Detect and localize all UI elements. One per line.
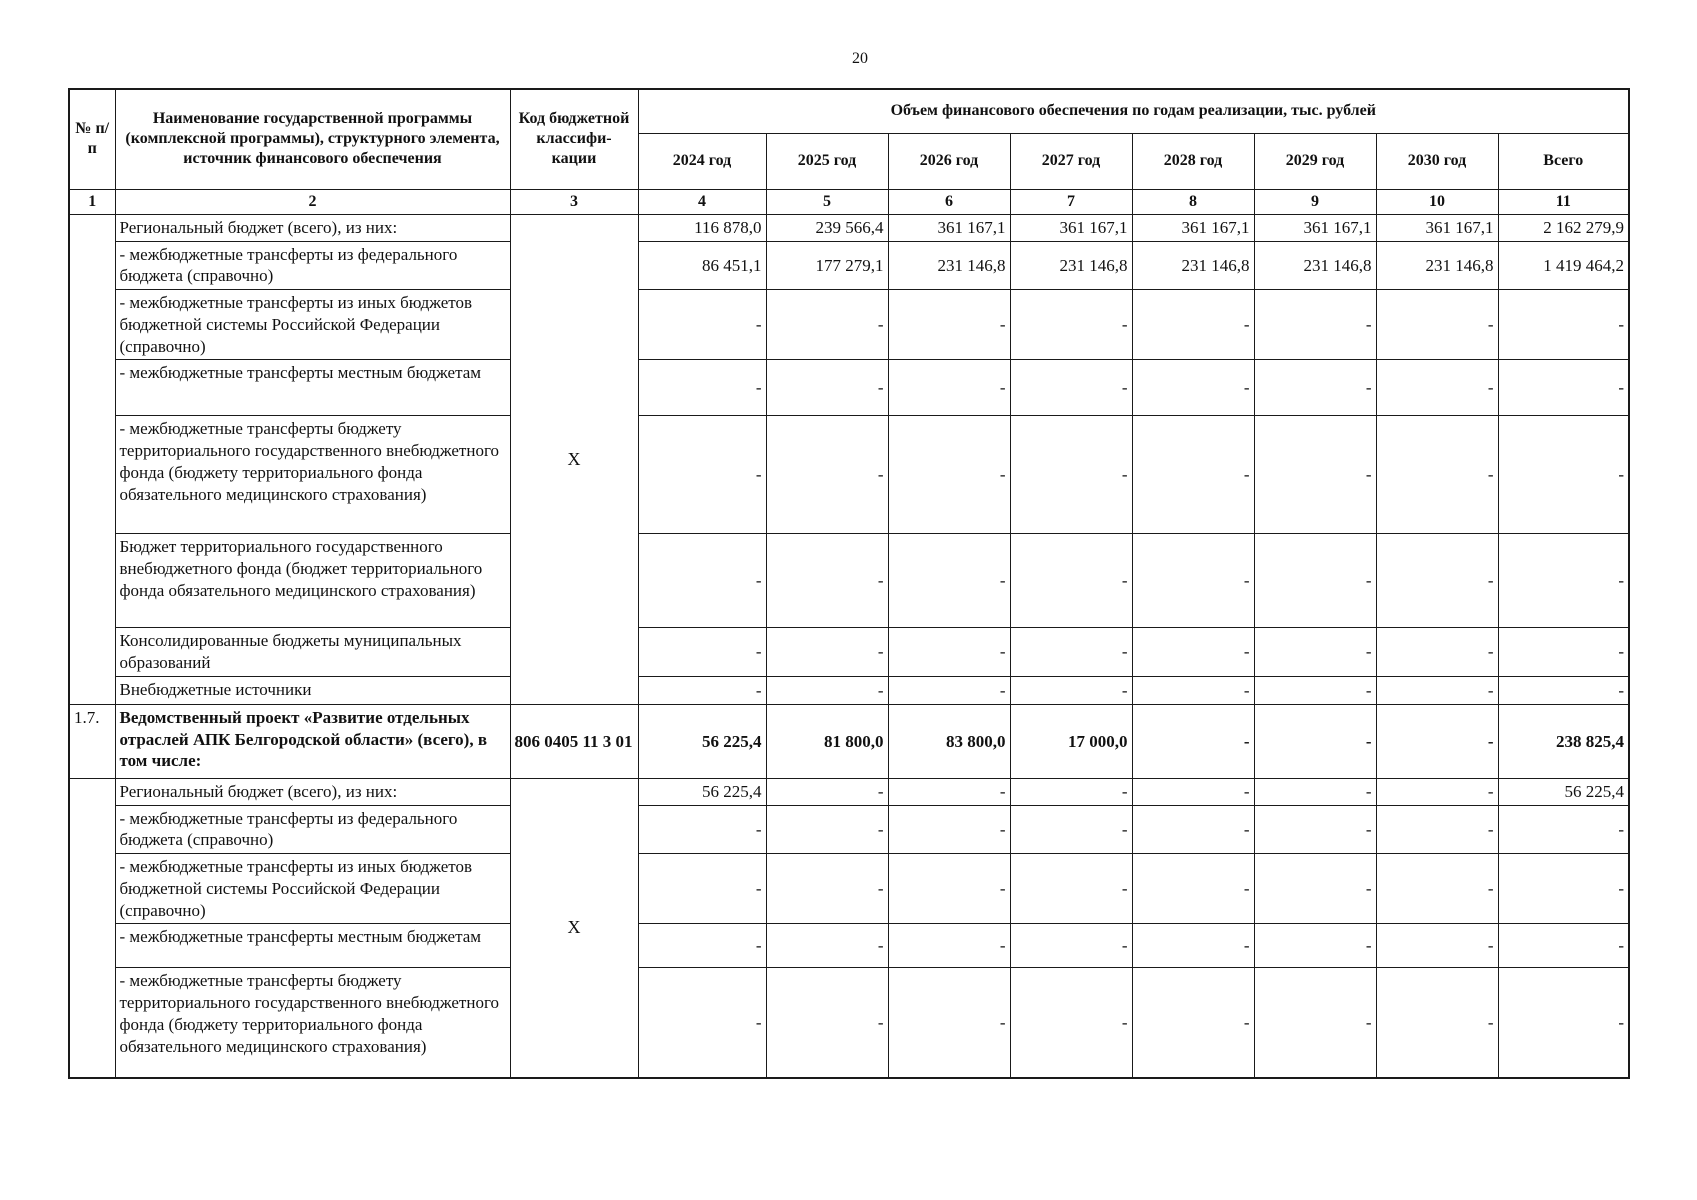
row-name: Внебюджетные источники	[115, 676, 510, 704]
value-cell: 2 162 279,9	[1498, 214, 1629, 241]
value-cell: -	[766, 628, 888, 677]
project-value-cell: 238 825,4	[1498, 704, 1629, 778]
value-cell: 86 451,1	[638, 241, 766, 290]
column-number: 9	[1254, 189, 1376, 214]
value-cell: -	[1010, 968, 1132, 1078]
value-cell: -	[766, 854, 888, 924]
value-cell: -	[1132, 924, 1254, 968]
value-cell: -	[1498, 854, 1629, 924]
header-name: Наименование государственной программы (комплексной программы), структурного элемента, источник финансового обеспечения	[115, 89, 510, 189]
value-cell: 56 225,4	[1498, 778, 1629, 805]
value-cell: -	[1254, 854, 1376, 924]
value-cell: -	[1010, 360, 1132, 416]
row-name: Региональный бюджет (всего), из них:	[115, 778, 510, 805]
row-name: - межбюджетные трансферты местным бюджетам	[115, 360, 510, 416]
value-cell: -	[1254, 290, 1376, 360]
value-cell: 231 146,8	[1376, 241, 1498, 290]
value-cell: -	[1132, 360, 1254, 416]
value-cell: 361 167,1	[1254, 214, 1376, 241]
value-cell: -	[638, 534, 766, 628]
column-number: 4	[638, 189, 766, 214]
value-cell: -	[766, 416, 888, 534]
value-cell: -	[1010, 676, 1132, 704]
value-cell: -	[1132, 676, 1254, 704]
value-cell: 177 279,1	[766, 241, 888, 290]
row-name: - межбюджетные трансферты бюджету территориального государственного внебюджетного фонда (бюджету территориального фонда обязательного медицинского страхования)	[115, 968, 510, 1078]
value-cell: 231 146,8	[1132, 241, 1254, 290]
value-cell: -	[1132, 968, 1254, 1078]
table-row	[69, 534, 1629, 628]
project-value-cell: -	[1132, 704, 1254, 778]
header-year: 2028 год	[1132, 133, 1254, 189]
column-number: 5	[766, 189, 888, 214]
value-cell: -	[638, 416, 766, 534]
value-cell: -	[1010, 534, 1132, 628]
value-cell: -	[1010, 924, 1132, 968]
value-cell: -	[1254, 416, 1376, 534]
project-value-cell: 56 225,4	[638, 704, 766, 778]
value-cell: -	[638, 854, 766, 924]
value-cell: -	[1376, 924, 1498, 968]
header-year: Всего	[1498, 133, 1629, 189]
header-year: 2024 год	[638, 133, 766, 189]
table-row	[69, 805, 1629, 854]
row-number-cell	[69, 778, 115, 1078]
value-cell: -	[1132, 805, 1254, 854]
header-year: 2026 год	[888, 133, 1010, 189]
value-cell: -	[766, 534, 888, 628]
header-no: № п/п	[69, 89, 115, 189]
value-cell: -	[638, 290, 766, 360]
value-cell: -	[638, 805, 766, 854]
table-row	[69, 241, 1629, 290]
column-number: 6	[888, 189, 1010, 214]
value-cell: -	[1010, 805, 1132, 854]
value-cell: -	[1376, 534, 1498, 628]
value-cell: -	[766, 968, 888, 1078]
table-row	[69, 854, 1629, 924]
value-cell: -	[1132, 290, 1254, 360]
column-number: 2	[115, 189, 510, 214]
header-code: Код бюджетной классифи-кации	[510, 89, 638, 189]
value-cell: 231 146,8	[1254, 241, 1376, 290]
value-cell: -	[1132, 778, 1254, 805]
value-cell: -	[888, 778, 1010, 805]
project-row	[69, 704, 1629, 778]
value-cell: -	[1010, 778, 1132, 805]
project-value-cell: 81 800,0	[766, 704, 888, 778]
table-row	[69, 778, 1629, 805]
value-cell: -	[1498, 676, 1629, 704]
project-name: Ведомственный проект «Развитие отдельных отраслей АПК Белгородской области» (всего), в том числе:	[115, 704, 510, 778]
table-row	[69, 628, 1629, 677]
value-cell: -	[1376, 628, 1498, 677]
value-cell: -	[888, 854, 1010, 924]
value-cell: -	[638, 924, 766, 968]
column-number: 1	[69, 189, 115, 214]
value-cell: -	[888, 968, 1010, 1078]
column-number: 11	[1498, 189, 1629, 214]
value-cell: -	[1376, 968, 1498, 1078]
value-cell: -	[766, 676, 888, 704]
table-row	[69, 360, 1629, 416]
value-cell: -	[1254, 778, 1376, 805]
row-name: - межбюджетные трансферты бюджету территориального государственного внебюджетного фонда (бюджету территориального фонда обязательного медицинского страхования)	[115, 416, 510, 534]
value-cell: 361 167,1	[1132, 214, 1254, 241]
value-cell: 361 167,1	[888, 214, 1010, 241]
value-cell: -	[1498, 805, 1629, 854]
value-cell: -	[888, 676, 1010, 704]
budget-code-cell: X	[510, 778, 638, 1078]
value-cell: -	[638, 628, 766, 677]
value-cell: -	[1498, 924, 1629, 968]
value-cell: 231 146,8	[888, 241, 1010, 290]
value-cell: -	[1498, 416, 1629, 534]
value-cell: -	[1376, 290, 1498, 360]
value-cell: -	[638, 360, 766, 416]
budget-code-cell: X	[510, 214, 638, 704]
value-cell: -	[1376, 805, 1498, 854]
value-cell: -	[1010, 416, 1132, 534]
table-row	[69, 416, 1629, 534]
value-cell: -	[1498, 360, 1629, 416]
table-row	[69, 968, 1629, 1078]
value-cell: -	[1132, 628, 1254, 677]
value-cell: -	[1498, 290, 1629, 360]
value-cell: -	[888, 805, 1010, 854]
header-year: 2030 год	[1376, 133, 1498, 189]
row-name: - межбюджетные трансферты местным бюджетам	[115, 924, 510, 968]
value-cell: -	[888, 360, 1010, 416]
value-cell: 361 167,1	[1010, 214, 1132, 241]
value-cell: -	[1132, 854, 1254, 924]
value-cell: -	[1254, 628, 1376, 677]
value-cell: -	[766, 360, 888, 416]
value-cell: -	[638, 968, 766, 1078]
value-cell: -	[1498, 534, 1629, 628]
row-name: Консолидированные бюджеты муниципальных образований	[115, 628, 510, 677]
value-cell: -	[1376, 778, 1498, 805]
row-name: - межбюджетные трансферты из федерального бюджета (справочно)	[115, 241, 510, 290]
row-name: - межбюджетные трансферты из федерального бюджета (справочно)	[115, 805, 510, 854]
value-cell: -	[766, 924, 888, 968]
value-cell: -	[1376, 360, 1498, 416]
column-number: 3	[510, 189, 638, 214]
value-cell: -	[1254, 360, 1376, 416]
value-cell: -	[766, 290, 888, 360]
project-value-cell: 83 800,0	[888, 704, 1010, 778]
page-number: 20	[852, 50, 868, 67]
value-cell: -	[888, 290, 1010, 360]
column-number: 10	[1376, 189, 1498, 214]
value-cell: -	[766, 805, 888, 854]
value-cell: -	[1254, 805, 1376, 854]
row-number-cell	[69, 214, 115, 704]
value-cell: -	[1132, 416, 1254, 534]
row-name: - межбюджетные трансферты из иных бюджетов бюджетной системы Российской Федерации (справочно)	[115, 290, 510, 360]
value-cell: -	[1498, 968, 1629, 1078]
value-cell: -	[888, 534, 1010, 628]
value-cell: 361 167,1	[1376, 214, 1498, 241]
table-row	[69, 214, 1629, 241]
column-number: 7	[1010, 189, 1132, 214]
value-cell: -	[1010, 628, 1132, 677]
value-cell: -	[1010, 854, 1132, 924]
project-value-cell: -	[1254, 704, 1376, 778]
project-number: 1.7.	[69, 704, 115, 778]
row-name: Региональный бюджет (всего), из них:	[115, 214, 510, 241]
value-cell: 231 146,8	[1010, 241, 1132, 290]
value-cell: -	[1376, 854, 1498, 924]
value-cell: 1 419 464,2	[1498, 241, 1629, 290]
row-name: Бюджет территориального государственного внебюджетного фонда (бюджет территориального фонда обязательного медицинского страхования)	[115, 534, 510, 628]
value-cell: -	[638, 676, 766, 704]
row-name: - межбюджетные трансферты из иных бюджетов бюджетной системы Российской Федерации (справочно)	[115, 854, 510, 924]
value-cell: -	[1254, 676, 1376, 704]
value-cell: -	[888, 924, 1010, 968]
table-row	[69, 290, 1629, 360]
value-cell: -	[1376, 676, 1498, 704]
value-cell: -	[1010, 290, 1132, 360]
project-value-cell: -	[1376, 704, 1498, 778]
header-year: 2027 год	[1010, 133, 1132, 189]
table-row	[69, 676, 1629, 704]
column-number: 8	[1132, 189, 1254, 214]
value-cell: -	[1132, 534, 1254, 628]
value-cell: 116 878,0	[638, 214, 766, 241]
value-cell: 239 566,4	[766, 214, 888, 241]
value-cell: -	[1498, 628, 1629, 677]
value-cell: -	[1254, 968, 1376, 1078]
value-cell: -	[1254, 924, 1376, 968]
project-value-cell: 17 000,0	[1010, 704, 1132, 778]
value-cell: -	[888, 628, 1010, 677]
value-cell: -	[766, 778, 888, 805]
value-cell: -	[888, 416, 1010, 534]
financing-table	[68, 88, 1630, 1079]
header-volume: Объем финансового обеспечения по годам реализации, тыс. рублей	[638, 89, 1629, 133]
value-cell: -	[1376, 416, 1498, 534]
header-year: 2029 год	[1254, 133, 1376, 189]
value-cell: -	[1254, 534, 1376, 628]
header-year: 2025 год	[766, 133, 888, 189]
value-cell: 56 225,4	[638, 778, 766, 805]
table-row	[69, 924, 1629, 968]
project-code: 806 0405 11 3 01	[510, 704, 638, 778]
